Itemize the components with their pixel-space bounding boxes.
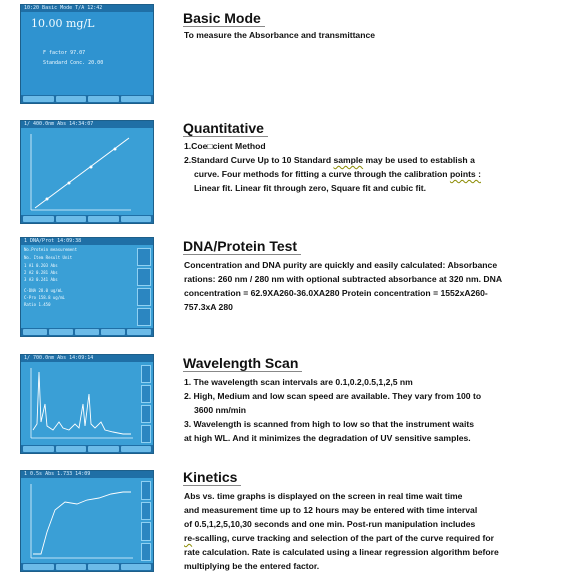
section-title: Wavelength Scan bbox=[183, 355, 302, 372]
section-title: Basic Mode bbox=[183, 10, 265, 27]
body-line: 757.3xA 280 bbox=[184, 302, 233, 312]
screen-row: Standard Conc. 20.00 bbox=[43, 60, 104, 66]
body-line: 3600 nm/min bbox=[194, 405, 247, 415]
spectrum-plot bbox=[25, 364, 137, 444]
section-body bbox=[184, 258, 572, 314]
body-line: curve. Four methods for fitting a curve through the calibration points : bbox=[194, 169, 481, 179]
wavelength-scan-screen-image bbox=[20, 354, 154, 454]
section-quantitative bbox=[0, 118, 577, 233]
calibration-curve-plot bbox=[25, 130, 135, 214]
section-title: Quantitative bbox=[183, 120, 268, 137]
screen-function-bar bbox=[21, 215, 153, 223]
section-body bbox=[184, 489, 572, 573]
body-line: Linear fit. Linear fit through zero, Square fit and cubic fit. bbox=[194, 183, 427, 193]
screen-reading: 10.00 mg/L bbox=[31, 17, 95, 30]
section-basic-mode bbox=[0, 0, 577, 115]
screen-status-bar: 1/ 700.0nm Abs 14:09:14 bbox=[21, 355, 153, 362]
screen-status-bar: 1/ 400.0nm Abs 14:34:07 bbox=[21, 121, 153, 128]
screen-side-keys bbox=[141, 365, 151, 443]
kinetics-screen-image bbox=[20, 470, 154, 572]
body-line: of 0.5,1,2,5,10,30 seconds and one min. Post-run manipulation includes bbox=[184, 519, 476, 529]
body-line: To measure the Absorbance and transmittance bbox=[184, 30, 376, 40]
section-body bbox=[184, 139, 572, 195]
body-line: 3. Wavelength is scanned from high to low so that the instrument waits bbox=[184, 419, 474, 429]
screen-row: C-DNA 28.0 ug/mL bbox=[24, 288, 63, 293]
screen-row: No.Protein measurement bbox=[24, 247, 77, 252]
dna-protein-screen-image bbox=[20, 237, 154, 337]
spellcheck-word: sample bbox=[333, 155, 364, 165]
screen-function-bar bbox=[21, 95, 153, 103]
calibration-point bbox=[90, 166, 93, 169]
calibration-point bbox=[68, 182, 71, 185]
section-dna-protein bbox=[0, 235, 577, 350]
body-line: 2.Standard Curve Up to 10 Standard sample may be used to establish a bbox=[184, 155, 475, 165]
screen-side-keys bbox=[137, 248, 151, 326]
body-line: at high WL. And it minimizes the degradation of UV sensitive samples. bbox=[184, 433, 471, 443]
body-line: rate calculation. Rate is calculated using a linear regression algorithm before bbox=[184, 547, 499, 557]
quantitative-screen-image bbox=[20, 120, 154, 224]
body-line: 1. The wavelength scan intervals are 0.1,0.2,0.5,1,2,5 nm bbox=[184, 377, 413, 387]
calibration-point bbox=[46, 198, 49, 201]
screen-function-bar bbox=[21, 563, 153, 571]
section-kinetics bbox=[0, 466, 577, 582]
screen-status-bar: 10:20 Basic Mode T/A 12:42 bbox=[21, 5, 153, 12]
body-line: multiplying be the entered factor. bbox=[184, 561, 320, 571]
screen-row: No. Item Result Unit bbox=[24, 255, 73, 260]
section-body bbox=[184, 28, 572, 42]
calibration-point bbox=[114, 148, 117, 151]
screen-row: 2 A2 0.281 Abs bbox=[24, 270, 58, 275]
screen-side-keys bbox=[141, 481, 151, 561]
spellcheck-word: points : bbox=[449, 169, 481, 179]
screen-row: Ratio 1.450 bbox=[24, 302, 51, 307]
screen-row: C-Pro 158.8 ug/mL bbox=[24, 295, 65, 300]
body-line: 1.Coe□cient Method bbox=[184, 141, 266, 151]
section-wavelength-scan bbox=[0, 352, 577, 464]
body-line: re-scalling, curve tracking and selection of the part of the curve required for bbox=[184, 533, 494, 543]
body-line: concentration = 62.9XA260-36.0XA280 Protein concentration = 1552xA260- bbox=[184, 288, 488, 298]
body-line: Concentration and DNA purity are quickly and easily calculated: Absorbance bbox=[184, 260, 498, 270]
section-title: Kinetics bbox=[183, 469, 241, 486]
section-title: DNA/Protein Test bbox=[183, 238, 301, 255]
kinetics-plot bbox=[25, 480, 137, 564]
screen-status-bar: 1 DNA/Prot 14:09:38 bbox=[21, 238, 153, 245]
basic-mode-screen-image bbox=[20, 4, 154, 104]
body-line: 2. High, Medium and low scan speed are available. They vary from 100 to bbox=[184, 391, 482, 401]
screen-status-bar: 1 0.5s Abs 1.733 14:09 bbox=[21, 471, 153, 478]
spectrum-line bbox=[33, 372, 131, 434]
spellcheck-word: re bbox=[184, 533, 193, 543]
kinetics-curve bbox=[33, 492, 131, 554]
body-line: Abs vs. time graphs is displayed on the screen in real time wait time bbox=[184, 491, 463, 501]
screen-row: 3 A3 0.241 Abs bbox=[24, 277, 58, 282]
screen-function-bar bbox=[21, 328, 153, 336]
screen-row: F factor 97.07 bbox=[43, 50, 86, 56]
screen-row: 1 A1 0.203 Abs bbox=[24, 263, 58, 268]
body-line: and measurement time up to 12 hours may be entered with time interval bbox=[184, 505, 478, 515]
section-body bbox=[184, 375, 572, 445]
screen-function-bar bbox=[21, 445, 153, 453]
body-line: rations: 260 nm / 280 nm with optional subtracted absorbance at 320 nm. DNA bbox=[184, 274, 503, 284]
